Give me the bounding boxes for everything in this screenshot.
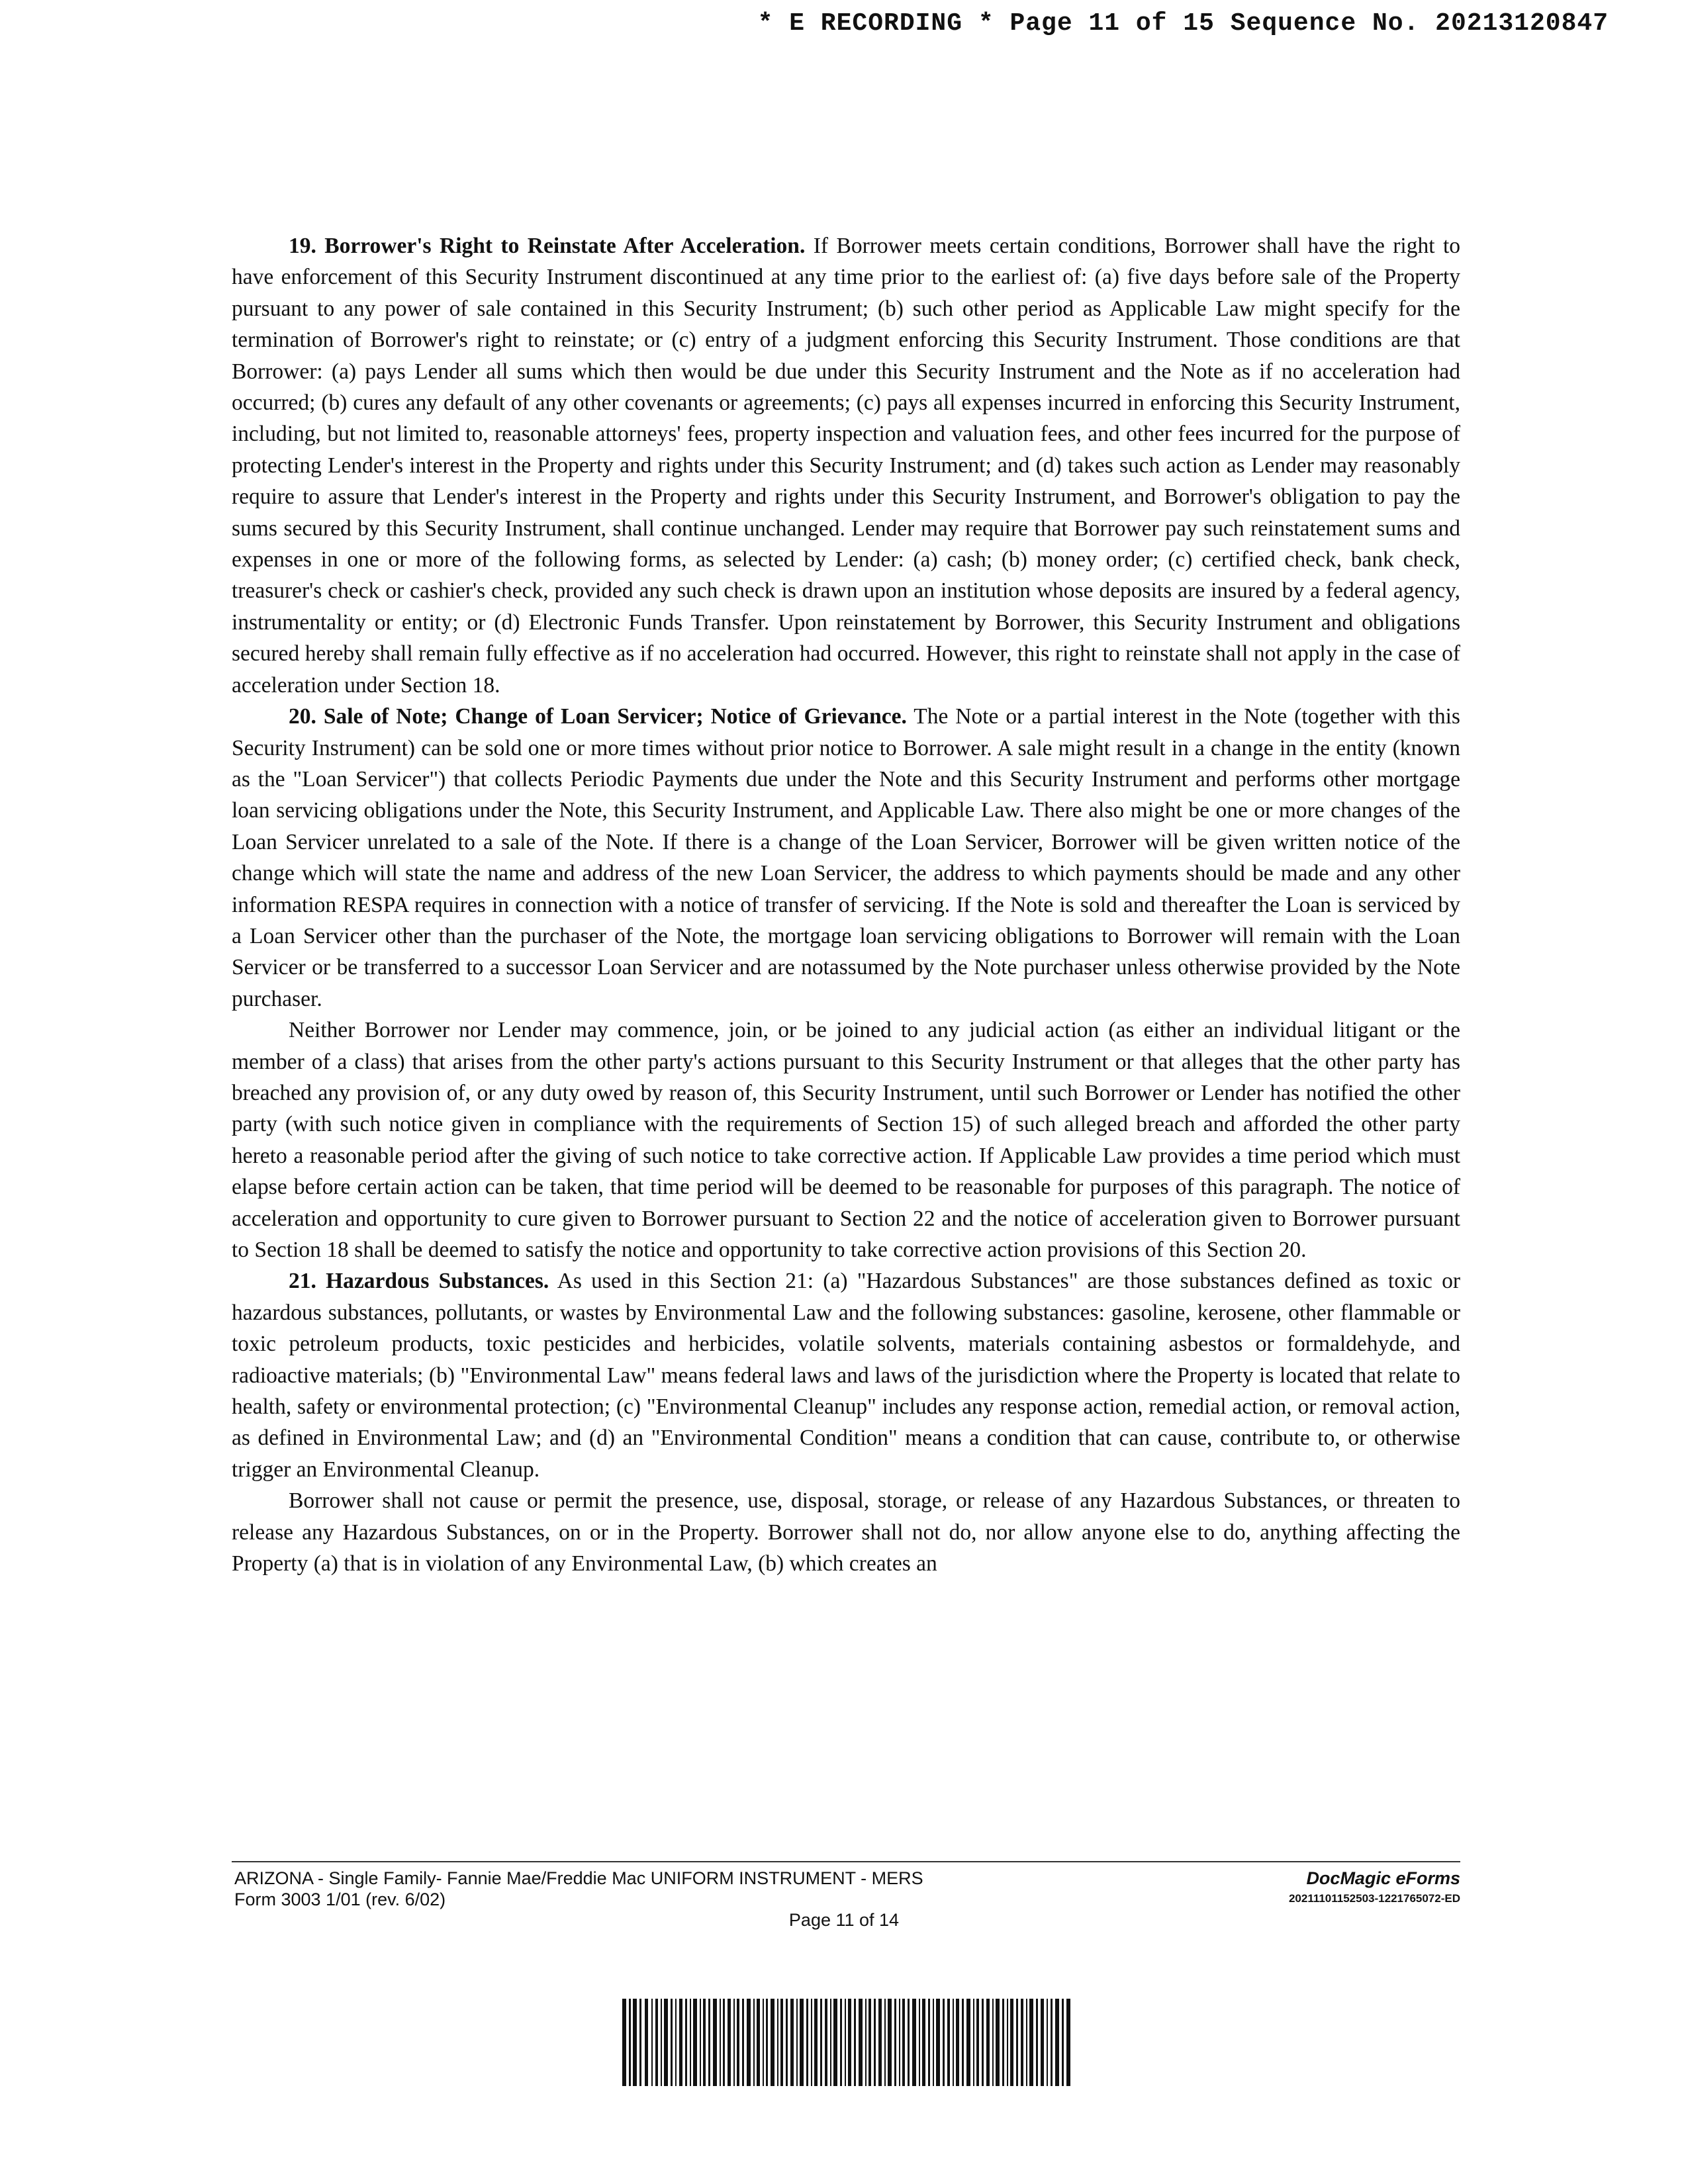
section-21-paragraph [232,1265,1460,1485]
footer-form-number: Form 3003 1/01 (rev. 6/02) [234,1889,446,1909]
recording-header: * E RECORDING * Page 11 of 15 Sequence No. 20213120847 [757,9,1609,38]
section-20-notice-text: Neither Borrower nor Lender may commence, join, or be joined to any judicial action (as either an individual litigant or the member of a class) that arises from the other party's actions pursuant to this Security Instrument or that alleges that the other party has breached any provision of, or any duty owed by reason of, this Security Instrument, until such Borrower or Lender has notified the other party (with such notice given in compliance with the requirements of Section 15) of such alleged breach and afforded the other party hereto a reasonable period after the giving of such notice to take corrective action. If Applicable Law provides a time period which must elapse before certain action can be taken, that time period will be deemed to be reasonable for purposes of this paragraph. The notice of acceleration and opportunity to cure given to Borrower pursuant to Section 22 and the notice of acceleration given to Borrower pursuant to Section 18 shall be deemed to satisfy the notice and opportunity to take corrective action provisions of this Section 20. [232,1018,1460,1262]
barcode-icon [622,1999,1072,2086]
docmagic-logo: DocMagic eForms [1306,1868,1460,1888]
section-21-heading: 21. Hazardous Substances. [289,1269,549,1294]
footer-form-title: ARIZONA - Single Family- Fannie Mae/Freddie Mac UNIFORM INSTRUMENT - MERS [234,1868,923,1888]
document-body [232,230,1460,1579]
section-21-continued-text: Borrower shall not cause or permit the presence, use, disposal, storage, or release of any Hazardous Substances, or threaten to release any Hazardous Substances, on or in the Property. Borrower shall not do, nor allow anyone else to do, anything affecting the Property (a) that is in violation of any Environmental Law, (b) which creates an [232,1488,1460,1576]
footer-brand-block [1289,1868,1460,1909]
footer-divider [232,1861,1460,1862]
section-20-heading: 20. Sale of Note; Change of Loan Servicer; Notice of Grievance. [289,704,907,729]
document-id: 20211101152503-1221765072-ED [1288,1892,1460,1905]
section-21-continued-paragraph [232,1485,1460,1579]
section-20-text: The Note or a partial interest in the Note (together with this Security Instrument) can be sold one or more times without prior notice to Borrower. A sale might result in a change in the entity (known as the "Loan Servicer") that collects Periodic Payments due under the Note and this Security Instrument and performs other mortgage loan servicing obligations under the Note, this Security Instrument, and Applicable Law. There also might be one or more changes of the Loan Servicer unrelated to a sale of the Note. If there is a change of the Loan Servicer, Borrower will be given written notice of the change which will state the name and address of the new Loan Servicer, the address to which payments should be made and any other information RESPA requires in connection with a notice of transfer of servicing. If the Note is sold and thereafter the Loan is serviced by a Loan Servicer other than the purchaser of the Note, the mortgage loan servicing obligations to Borrower will remain with the Loan Servicer or be transferred to a successor Loan Servicer and are notassumed by the Note purchaser unless otherwise provided by the Note purchaser. [232,704,1460,1011]
section-19-heading: 19. Borrower's Right to Reinstate After Acceleration. [289,234,806,258]
footer-form-info [234,1868,923,1910]
section-21-text: As used in this Section 21: (a) "Hazardous Substances" are those substances defined as toxic or hazardous substances, pollutants, or wastes by Environmental Law and the following substances: gasoline, kerosene, other flammable or toxic petroleum products, toxic pesticides and herbicides, volatile solvents, materials containing asbestos or formaldehyde, and radioactive materials; (b) "Environmental Law" means federal laws and laws of the jurisdiction where the Property is located that relate to health, safety or environmental protection; (c) "Environmental Cleanup" includes any response action, remedial action, or removal action, as defined in Environmental Law; and (d) an "Environmental Condition" means a condition that can cause, contribute to, or otherwise trigger an Environmental Cleanup. [232,1269,1460,1482]
section-19-paragraph [232,230,1460,701]
section-20-notice-paragraph [232,1015,1460,1265]
page-number: Page 11 of 14 [788,1910,900,1930]
section-19-text: If Borrower meets certain conditions, Borrower shall have the right to have enforcement of this Security Instrument discontinued at any time prior to the earliest of: (a) five days before sale of the Property pursuant to any power of sale contained in this Security Instrument; (b) such other period as Applicable Law might specify for the termination of Borrower's right to reinstate; or (c) entry of a judgment enforcing this Security Instrument. Those conditions are that Borrower: (a) pays Lender all sums which then would be due under this Security Instrument and the Note as if no acceleration had occurred; (b) cures any default of any other covenants or agreements; (c) pays all expenses incurred in enforcing this Security Instrument, including, but not limited to, reasonable attorneys' fees, property inspection and valuation fees, and other fees incurred for the purpose of protecting Lender's interest in the Property and rights under this Security Instrument; and (d) takes such action as Lender may reasonably require to assure that Lender's interest in the Property and rights under this Security Instrument, and Borrower's obligation to pay the sums secured by this Security Instrument, shall continue unchanged. Lender may require that Borrower pay such reinstatement sums and expenses in one or more of the following forms, as selected by Lender: (a) cash; (b) money order; (c) certified check, bank check, treasurer's check or cashier's check, provided any such check is drawn upon an institution whose deposits are insured by a federal agency, instrumentality or entity; or (d) Electronic Funds Transfer. Upon reinstatement by Borrower, this Security Instrument and obligations secured hereby shall remain fully effective as if no acceleration had occurred. However, this right to reinstate shall not apply in the case of acceleration under Section 18. [232,234,1460,698]
section-20-paragraph [232,701,1460,1015]
